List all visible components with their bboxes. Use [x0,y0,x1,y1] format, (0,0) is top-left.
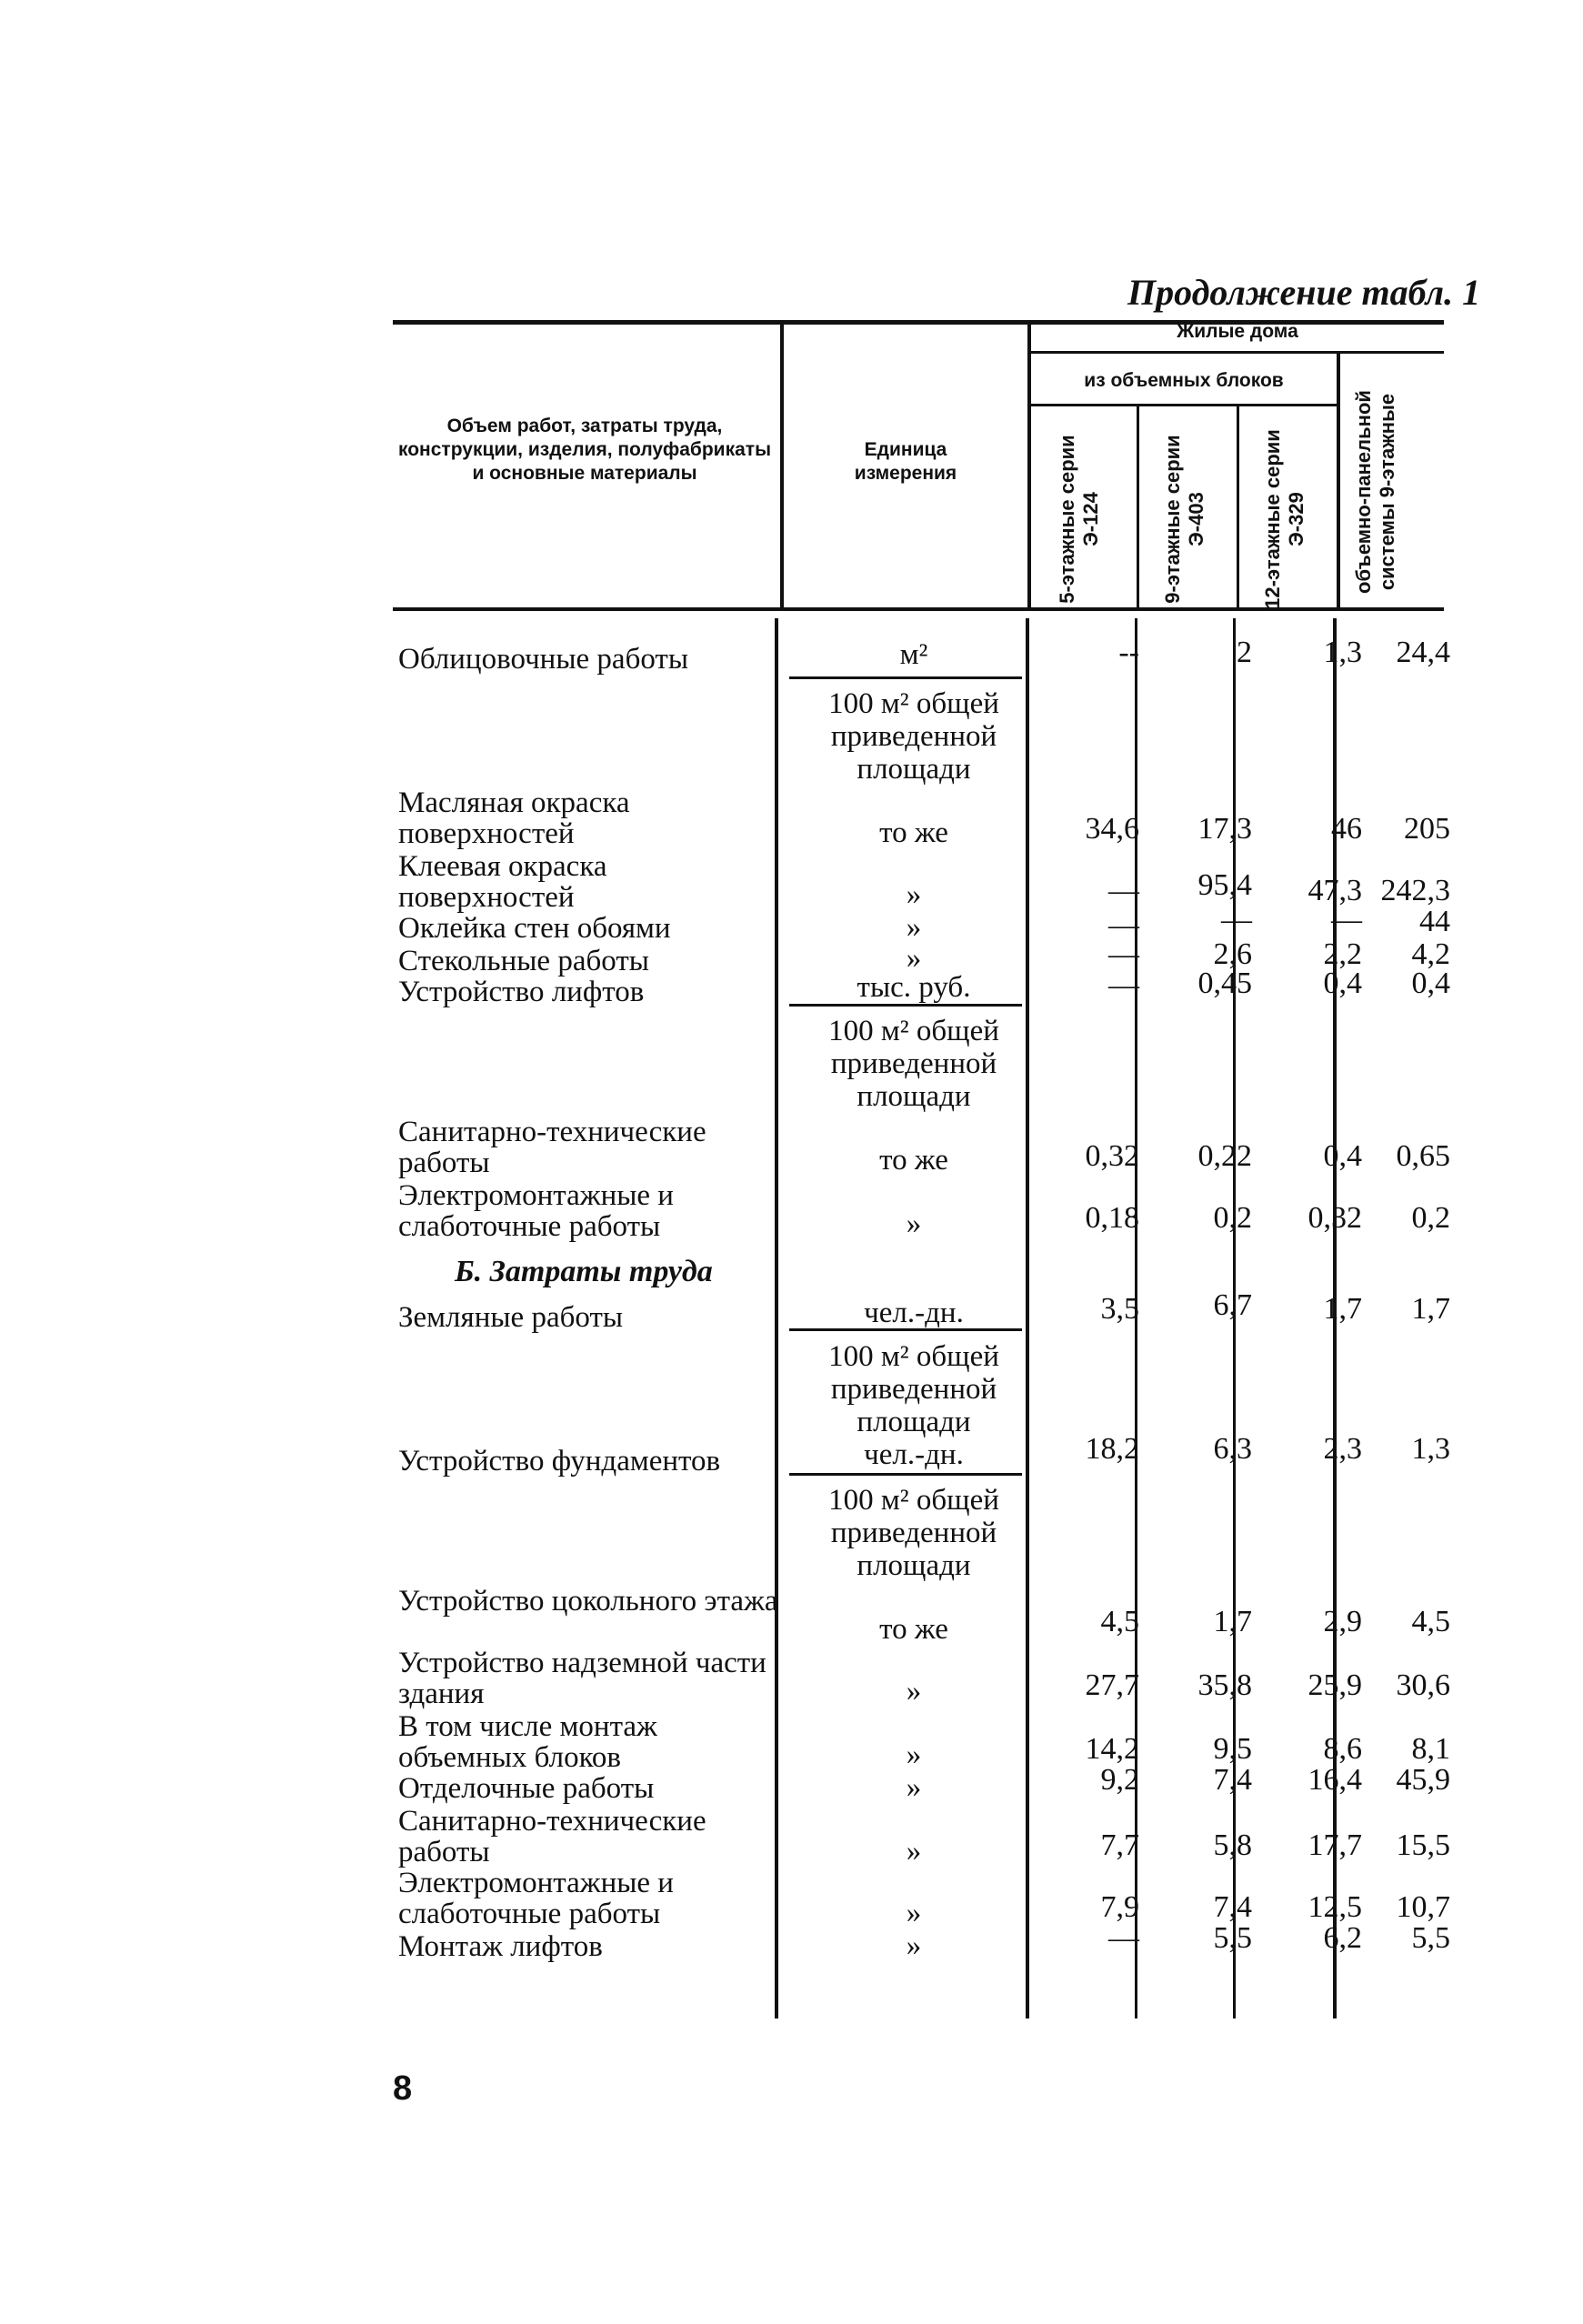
row-unit: то же [879,1144,948,1177]
row-value-c1: 7,7 [1100,1828,1139,1862]
row-value-c4: 10,7 [1396,1890,1450,1924]
row-unit: » [906,1929,922,1962]
header-c4: объемно-панельной системы 9-этажные [1352,390,1398,594]
row-value-c4: 4,5 [1411,1605,1450,1638]
row-value-c1: 0,32 [1085,1139,1139,1173]
subgroup-rule [1029,404,1338,406]
row-value-c3: 2,2 [1323,937,1362,971]
header-divider-2 [1027,324,1031,609]
row-value-c2: 95,4 [1197,868,1252,902]
header-col-work: Объем работ, затраты труда, конструкции, изделия, полуфабрикаты и основные материалы [398,416,772,484]
header-col-unit: Единица измерения [854,439,957,484]
row-value-c4: 0,4 [1411,967,1450,1000]
row-unit: м² [899,638,928,671]
row-label: Оклейка стен обоями [398,912,671,945]
row-value-c3: 6,2 [1323,1921,1362,1955]
row-value-c4: 24,4 [1396,636,1450,669]
row-label: Облицовочные работы [398,643,689,676]
row-unit: » [906,911,922,944]
row-value-c1: — [1108,908,1139,942]
row-value-c4: 1,7 [1411,1292,1450,1326]
row-value-c4: 205 [1404,812,1450,846]
row-value-c1: 18,2 [1085,1432,1139,1466]
row-label: Санитарно-технические работы [398,1116,706,1179]
row-value-c2: 2 [1237,636,1252,669]
row-label: Масляная окраска поверхностей [398,786,630,850]
row-value-c1: 27,7 [1085,1668,1139,1702]
row-value-c2: 0,45 [1197,967,1252,1000]
header-c1: 5-этажные серии Э-124 [1056,435,1102,604]
row-value-c4: 5,5 [1411,1921,1450,1955]
row-label: Устройство лифтов [398,976,645,1008]
row-unit: » [906,1897,922,1929]
row-label: Санитарно-технические работы [398,1805,706,1868]
section-heading: Б. Затраты труда [455,1255,713,1288]
row-value-c4: 4,2 [1411,937,1450,971]
header-c2: 9-этажные серии Э-403 [1161,435,1207,604]
row-value-c2: 7,4 [1213,1763,1252,1797]
row-unit: » [906,878,922,911]
row-label: Отделочные работы [398,1772,655,1805]
header-divider-5 [1337,353,1340,609]
row-unit: » [906,1207,922,1240]
row-value-c3: 0,4 [1323,1139,1362,1173]
row-value-c1: 0,18 [1085,1201,1139,1235]
row-label: Устройство надземной части здания [398,1647,766,1710]
header-group: Жилые дома [1177,321,1298,342]
row-label: Устройство цокольного этажа [398,1585,778,1618]
row-value-c4: 1,3 [1411,1432,1450,1466]
row-unit: » [906,1835,922,1868]
header-subgroup: из объемных блоков [1084,370,1284,391]
unit-area-note: 100 м² общей приведенной площади [828,1340,999,1438]
row-value-c2: 6,3 [1213,1432,1252,1466]
header-c3: 12-этажные серии Э-329 [1261,429,1307,609]
row-value-c3: 1,3 [1323,636,1362,669]
row-unit: чел.-дн. [864,1438,964,1471]
row-value-c3: 0,4 [1323,967,1362,1000]
unit-area-note: 100 м² общей приведенной площади [828,1484,999,1582]
unit-area-note: 100 м² общей приведенной площади [828,687,999,786]
row-label: Клеевая окраска поверхностей [398,850,607,914]
row-unit: » [906,1738,922,1771]
row-value-c3: 2,9 [1323,1605,1362,1638]
row-value-c1: — [1108,937,1139,971]
row-value-c1: 3,5 [1100,1292,1139,1326]
row-label: Монтаж лифтов [398,1930,603,1963]
row-value-c2: 17,3 [1197,812,1252,846]
table-caption: Продолжение табл. 1 [1127,272,1481,313]
row-label: В том числе монтаж объемных блоков [398,1710,657,1774]
row-unit: чел.-дн. [864,1297,964,1329]
row-value-c1: -- [1118,636,1139,669]
header-divider-1 [780,324,784,609]
row-value-c3: 46 [1331,812,1362,846]
row-unit: тыс. руб. [857,971,971,1004]
header-divider-4 [1237,406,1239,609]
row-value-c2: 0,22 [1197,1139,1252,1173]
row-value-c2: 0,2 [1213,1201,1252,1235]
row-value-c2: 2,6 [1213,937,1252,971]
unit-rule [789,1004,1022,1007]
row-value-c4: 8,1 [1411,1732,1450,1766]
row-value-c1: — [1108,968,1139,1002]
header-divider-3 [1137,406,1139,609]
row-value-c4: 44 [1419,905,1450,938]
row-value-c3: 1,7 [1323,1292,1362,1326]
row-value-c2: 5,8 [1213,1828,1252,1862]
unit-rule [789,1473,1022,1476]
page-number: 8 [393,2069,413,2108]
row-unit: » [906,1675,922,1708]
row-value-c3: 8,6 [1323,1732,1362,1766]
row-value-c3: 17,7 [1307,1828,1362,1862]
row-value-c1: — [1108,874,1139,907]
row-unit: » [906,1771,922,1804]
row-value-c2: — [1221,903,1252,937]
row-label: Электромонтажные и слаботочные работы [398,1179,674,1243]
row-value-c3: 47,3 [1307,874,1362,907]
row-value-c3: 12,5 [1307,1890,1362,1924]
row-value-c2: 35,8 [1197,1668,1252,1702]
row-value-c1: 9,2 [1100,1763,1139,1797]
row-value-c1: 4,5 [1100,1605,1139,1638]
row-value-c2: 9,5 [1213,1732,1252,1766]
row-label: Электромонтажные и слаботочные работы [398,1867,674,1930]
row-value-c4: 0,65 [1396,1139,1450,1173]
row-value-c2: 1,7 [1213,1605,1252,1638]
row-value-c3: 25,9 [1307,1668,1362,1702]
row-value-c4: 30,6 [1396,1668,1450,1702]
row-label: Земляные работы [398,1301,624,1334]
row-value-c3: 0,32 [1307,1201,1362,1235]
unit-rule [789,676,1022,679]
row-value-c4: 15,5 [1396,1828,1450,1862]
row-value-c3: 16,4 [1307,1763,1362,1797]
row-value-c4: 0,2 [1411,1201,1450,1235]
row-label: Устройство фундаментов [398,1445,721,1478]
row-unit: то же [879,1613,948,1646]
row-unit: то же [879,816,948,849]
row-value-c1: 14,2 [1085,1732,1139,1766]
row-value-c2: 7,4 [1213,1890,1252,1924]
group-rule [1029,351,1444,354]
row-value-c4: 242,3 [1380,874,1450,907]
row-label: Стекольные работы [398,945,649,977]
row-value-c3: 2,3 [1323,1432,1362,1466]
row-value-c1: — [1108,1921,1139,1955]
unit-area-note: 100 м² общей приведенной площади [828,1015,999,1113]
row-unit: » [906,942,922,975]
row-value-c2: 6,7 [1213,1288,1252,1322]
row-value-c4: 45,9 [1396,1763,1450,1797]
row-value-c1: 7,9 [1100,1890,1139,1924]
row-value-c1: 34,6 [1085,812,1139,846]
row-value-c2: 5,5 [1213,1921,1252,1955]
row-value-c3: — [1331,903,1362,937]
